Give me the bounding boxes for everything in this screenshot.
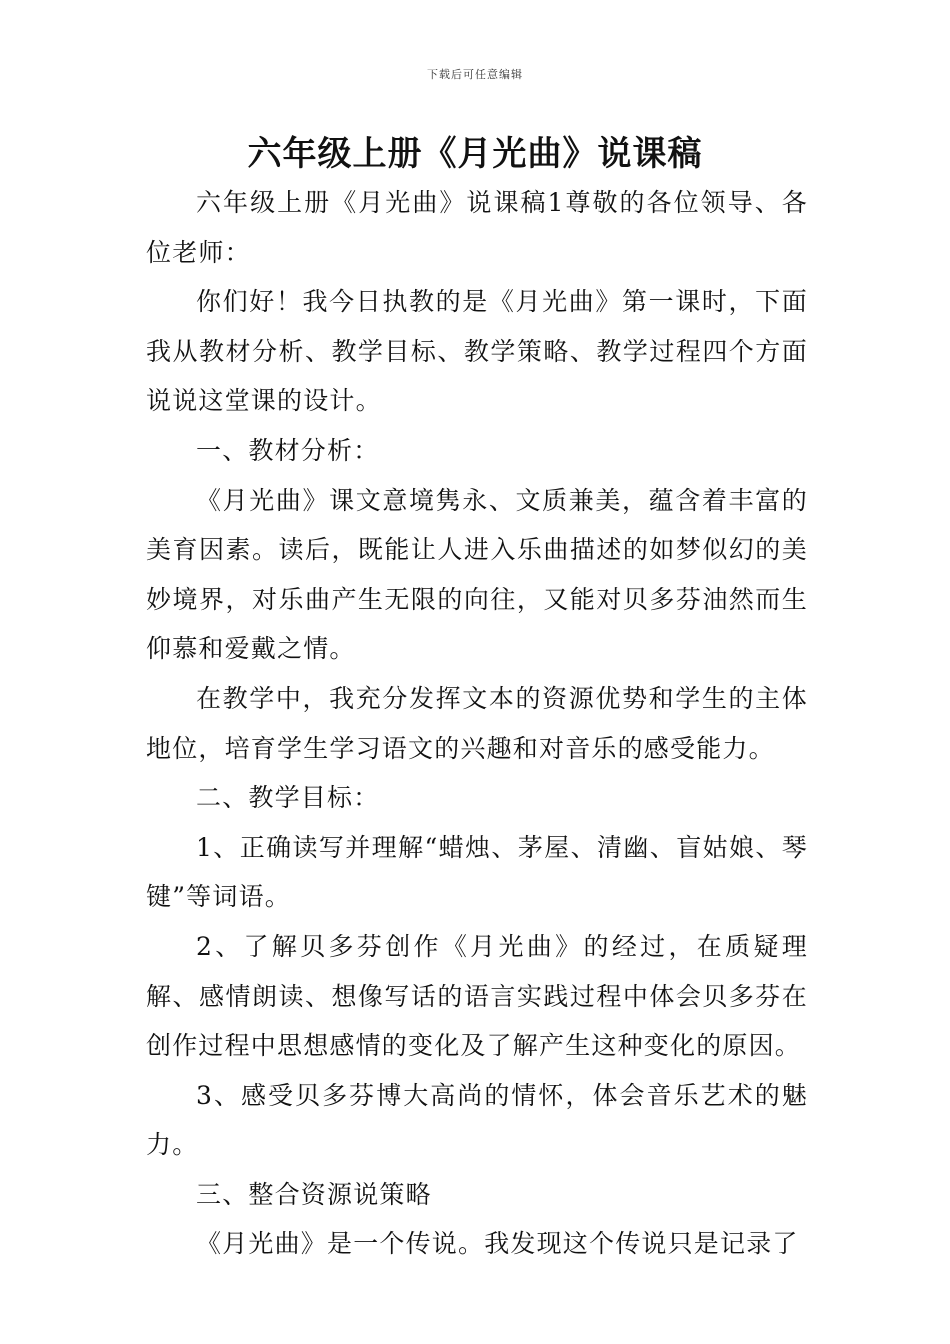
paragraph-teaching-approach: 在教学中，我充分发挥文本的资源优势和学生的主体地位，培育学生学习语文的兴趣和对音乐的感受能力。 <box>146 683 808 763</box>
paragraph-strategy: 《月光曲》是一个传说。我发现这个传说只是记录了 <box>196 1229 799 1259</box>
paragraph-textbook-analysis: 《月光曲》课文意境隽永、文质兼美，蕴含着丰富的美育因素。读后，既能让人进入乐曲描述的如梦似幻的美妙境界，对乐曲产生无限的向往，又能对贝多芬油然而生仰慕和爱戴之情。 <box>146 485 808 664</box>
goal-item-2: 2、了解贝多芬创作《月光曲》的经过，在质疑理解、感情朗读、想像写话的语言实践过程中体会贝多芬在创作过程中思想感情的变化及了解产生这种变化的原因。 <box>146 931 808 1061</box>
paragraph-greeting: 你们好！我今日执教的是《月光曲》第一课时，下面我从教材分析、教学目标、教学策略、教学过程四个方面说说这堂课的设计。 <box>146 287 808 416</box>
paragraph-intro: 六年级上册《月光曲》说课稿1尊敬的各位领导、各位老师： <box>146 188 808 267</box>
section-heading-textbook-analysis: 一、教材分析： <box>196 435 380 465</box>
document-title: 六年级上册《月光曲》说课稿 <box>247 134 703 174</box>
goal-item-1: 1、正确读写并理解“蜡烛、茅屋、清幽、盲姑娘、琴键”等词语。 <box>146 832 808 912</box>
document-body <box>146 178 808 1269</box>
section-heading-teaching-goals: 二、教学目标： <box>196 783 380 813</box>
header-note: 下载后可任意编辑 <box>427 68 523 81</box>
goal-item-3: 3、感受贝多芬博大高尚的情怀，体会音乐艺术的魅力。 <box>146 1080 808 1160</box>
section-heading-strategy: 三、整合资源说策略 <box>196 1179 432 1209</box>
